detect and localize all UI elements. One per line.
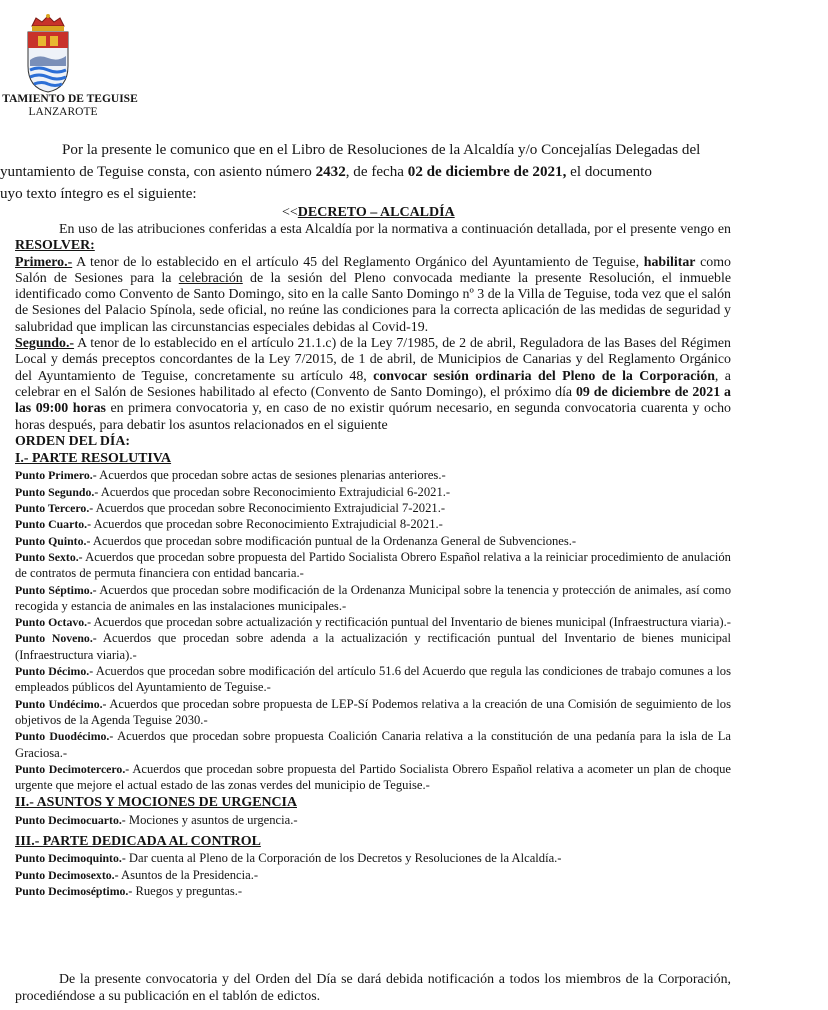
agenda-item — [15, 500, 731, 516]
agenda-item-label: Punto Cuarto.- — [15, 517, 92, 532]
agenda-item-label: Punto Duodécimo.- — [15, 729, 114, 744]
agenda-item-label: Punto Octavo.- — [15, 615, 92, 630]
agenda-item-text: Mociones y asuntos de urgencia.- — [125, 812, 298, 827]
agenda-item-text: Acuerdos que procedan sobre modificación de la Ordenanza Municipal sobre la tenencia y protección de animales, así como recogida y estancia de animales en las instalaciones municipales.- — [15, 582, 731, 613]
agenda-item — [15, 728, 731, 761]
segundo-text: en primera convocatoria y, en caso de no existir quórum necesario, en segunda convocatoria cuarenta y ocho horas después, para debatir los asuntos relacionados en el siguiente — [15, 401, 732, 433]
segundo-text: , a celebrar en el Salón de Sesiones habilitado al efecto (Convento de Santo Domingo), el próximo día — [15, 368, 731, 400]
agenda-item — [15, 867, 731, 883]
agenda-item — [15, 549, 731, 582]
section-title: III.- PARTE DEDICADA AL CONTROL — [15, 833, 261, 849]
intro-line-2 — [0, 161, 736, 183]
agenda-item-label: Punto Tercero.- — [15, 501, 94, 516]
agenda-item — [15, 696, 731, 729]
agenda-item-label: Punto Séptimo.- — [15, 582, 97, 597]
intro-paragraph — [0, 139, 736, 205]
agenda-item-text: Acuerdos que procedan sobre modificación del artículo 51.6 del Acuerdo que regula las condiciones de trabajo comunes a los empleados públicos del Ayuntamiento de Teguise.- — [15, 664, 731, 695]
agenda-item-text: Acuerdos que procedan sobre actualización y rectificación puntual del Inventario de bienes municipal (Infraestructura viaria).- — [91, 615, 731, 630]
agenda-item-text: Dar cuenta al Pleno de la Corporación de los Decretos y Resoluciones de la Alcaldía.- — [125, 851, 562, 866]
agenda-item-text: Acuerdos que procedan sobre Reconocimiento Extrajudicial 8-2021.- — [91, 517, 443, 532]
agenda-item-label: Punto Decimoséptimo.- — [15, 883, 133, 898]
closing-text: De la presente convocatoria y del Orden del Día se dará debida notificación a todos los miembros de la Corporación, procediéndose a su publicación en el tablón de edictos. — [15, 972, 731, 1004]
agenda-item — [15, 582, 731, 615]
agenda-item-text: Acuerdos que procedan sobre adenda a la actualización y rectificación puntual del Inventario de bienes municipal (Infraestructura viaria).- — [15, 631, 732, 662]
convocar-text: convocar sesión ordinaria del Pleno de la Corporación — [373, 368, 715, 384]
agenda-item-label: Punto Quinto.- — [15, 533, 91, 548]
primero-label: Primero.- — [15, 254, 73, 270]
decreto-prefix: << — [282, 205, 298, 220]
intro-text: yuntamiento de Teguise consta, con asiento número — [0, 164, 316, 180]
agenda-item — [15, 883, 731, 899]
intro-line-1: Por la presente le comunico que en el Libro de Resoluciones de la Alcaldía y/o Concejalías Delegadas del — [62, 142, 701, 158]
primero-paragraph — [15, 255, 731, 336]
agenda-item-label: Punto Segundo.- — [15, 484, 99, 499]
agenda-item-label: Punto Primero.- — [15, 468, 97, 483]
agenda-item-label: Punto Noveno.- — [15, 631, 97, 646]
primero-text: como Salón de Sesiones para la — [15, 254, 731, 286]
agenda-item-text: Asuntos de la Presidencia.- — [118, 867, 259, 882]
segundo-text: A tenor de lo establecido en el artículo 21.1.c) de la Ley 7/1985, de 2 de abril, Reguladora de las Bases del Régimen Local y demás preceptos concordantes de la Ley 7/2015, de 1 de abril, de Municipios de Canarias y del Reglamento Orgánico del Ayuntamiento de Teguise, concretamente su artículo 48, — [15, 336, 731, 384]
agenda-item — [15, 812, 731, 828]
agenda-item — [15, 663, 731, 696]
intro-text: el documento — [566, 164, 652, 180]
agenda-item — [15, 467, 731, 483]
section-title: I.- PARTE RESOLUTIVA — [15, 451, 172, 467]
agenda-item — [15, 533, 731, 549]
agenda-item-text: Acuerdos que procedan sobre propuesta del Partido Socialista Obrero Español relativa a acometer un plan de choque urgente que mejore el actual estado de las zonas verdes del municipio de Teguise.- — [15, 761, 731, 793]
agenda-item-text: Acuerdos que procedan sobre actas de sesiones plenarias anteriores.- — [96, 468, 446, 483]
agenda-item — [15, 761, 731, 794]
agenda-item — [15, 630, 731, 663]
decreto-body — [15, 222, 731, 899]
decreto-heading — [282, 205, 455, 221]
preamble-text: En uso de las atribuciones conferidas a esta Alcaldía por la normativa a continuación detallada, por el presente — [59, 222, 677, 237]
primero-text: A tenor de lo establecido en el artículo 45 del Reglamento Orgánico del Ayuntamiento de Teguise, — [72, 254, 644, 270]
intro-line-3: uyo texto íntegro es el siguiente: — [0, 186, 197, 202]
section-title: II.- ASUNTOS Y MOCIONES DE URGENCIA — [15, 795, 297, 811]
agenda-item-text: Acuerdos que procedan sobre Reconocimiento Extrajudicial 6-2021.- — [98, 484, 451, 499]
orden-del-dia-label: ORDEN DEL DÍA: — [15, 433, 130, 449]
agenda-item-text: Ruegos y preguntas.- — [132, 883, 243, 898]
preamble — [15, 222, 731, 255]
agenda-item-label: Punto Decimocuarto.- — [15, 812, 126, 827]
primero-text: de la sesión del Pleno convocada mediante la presente Resolución, el inmueble identificado como Convento de Santo Domingo, sito en la calle Santo Domingo nº 3 de la Villa de Teguise, toda vez que el salón de Sesiones del Palacio Spínola, sede oficial, no reúne las condiciones para la correcta aplicación de las medidas de seguridad y salubridad que implican las circunstancias especiales debidas al Covid-19. — [15, 270, 731, 335]
resolution-date: 02 de diciembre de 2021, — [407, 164, 567, 180]
decreto-title: DECRETO – ALCALDÍA — [297, 205, 455, 220]
agenda-item — [15, 484, 731, 500]
agenda-item-label: Punto Sexto.- — [15, 549, 83, 564]
agenda-item — [15, 516, 731, 532]
header-ayuntamiento: TAMIENTO DE TEGUISE — [2, 93, 138, 105]
agenda-item-label: Punto Decimotercero.- — [15, 761, 130, 776]
habilitar-text: habilitar — [643, 254, 696, 270]
agenda-item-text: Acuerdos que procedan sobre propuesta del Partido Socialista Obrero Español relativa a la reiniciar procedimiento de anulación de contratos de permuta financiera con entidad bancaria.- — [15, 549, 731, 581]
agenda-item-label: Punto Decimoquinto.- — [15, 851, 126, 866]
agenda-item-text: Acuerdos que procedan sobre propuesta Coalición Canaria relativa a la constitución de una pedanía para la isla de La Graciosa.- — [15, 729, 731, 760]
asiento-number: 2432 — [315, 164, 346, 180]
agenda-item-text: Acuerdos que procedan sobre modificación puntual de la Ordenanza General de Subvenciones.- — [90, 533, 577, 548]
segundo-label: Segundo.- — [15, 336, 75, 352]
session-date: 09 de diciembre de 2021 a las 09:00 horas — [15, 384, 731, 417]
agenda-item-text: Acuerdos que procedan sobre propuesta de LEP-Sí Podemos relativa a la creación de una Comisión de seguimiento de los objetivos de la Agenda Teguise 2030.- — [15, 696, 731, 727]
preamble-text: vengo en — [680, 222, 731, 237]
agenda-item-label: Punto Décimo.- — [15, 664, 94, 679]
agenda-item — [15, 850, 731, 866]
header-lanzarote: LANZAROTE — [28, 106, 98, 118]
agenda-item-label: Punto Decimosexto.- — [15, 867, 119, 882]
closing-paragraph — [15, 971, 731, 1005]
agenda-item-label: Punto Undécimo.- — [15, 696, 107, 711]
agenda-item — [15, 614, 731, 630]
celebracion-text: celebración — [178, 270, 243, 286]
segundo-paragraph — [15, 336, 731, 450]
coat-of-arms-icon — [22, 12, 74, 94]
agenda-item-text: Acuerdos que procedan sobre Reconocimiento Extrajudicial 7-2021.- — [93, 501, 446, 516]
resolver-label: RESOLVER: — [15, 238, 95, 254]
intro-text: , de fecha — [345, 164, 408, 180]
